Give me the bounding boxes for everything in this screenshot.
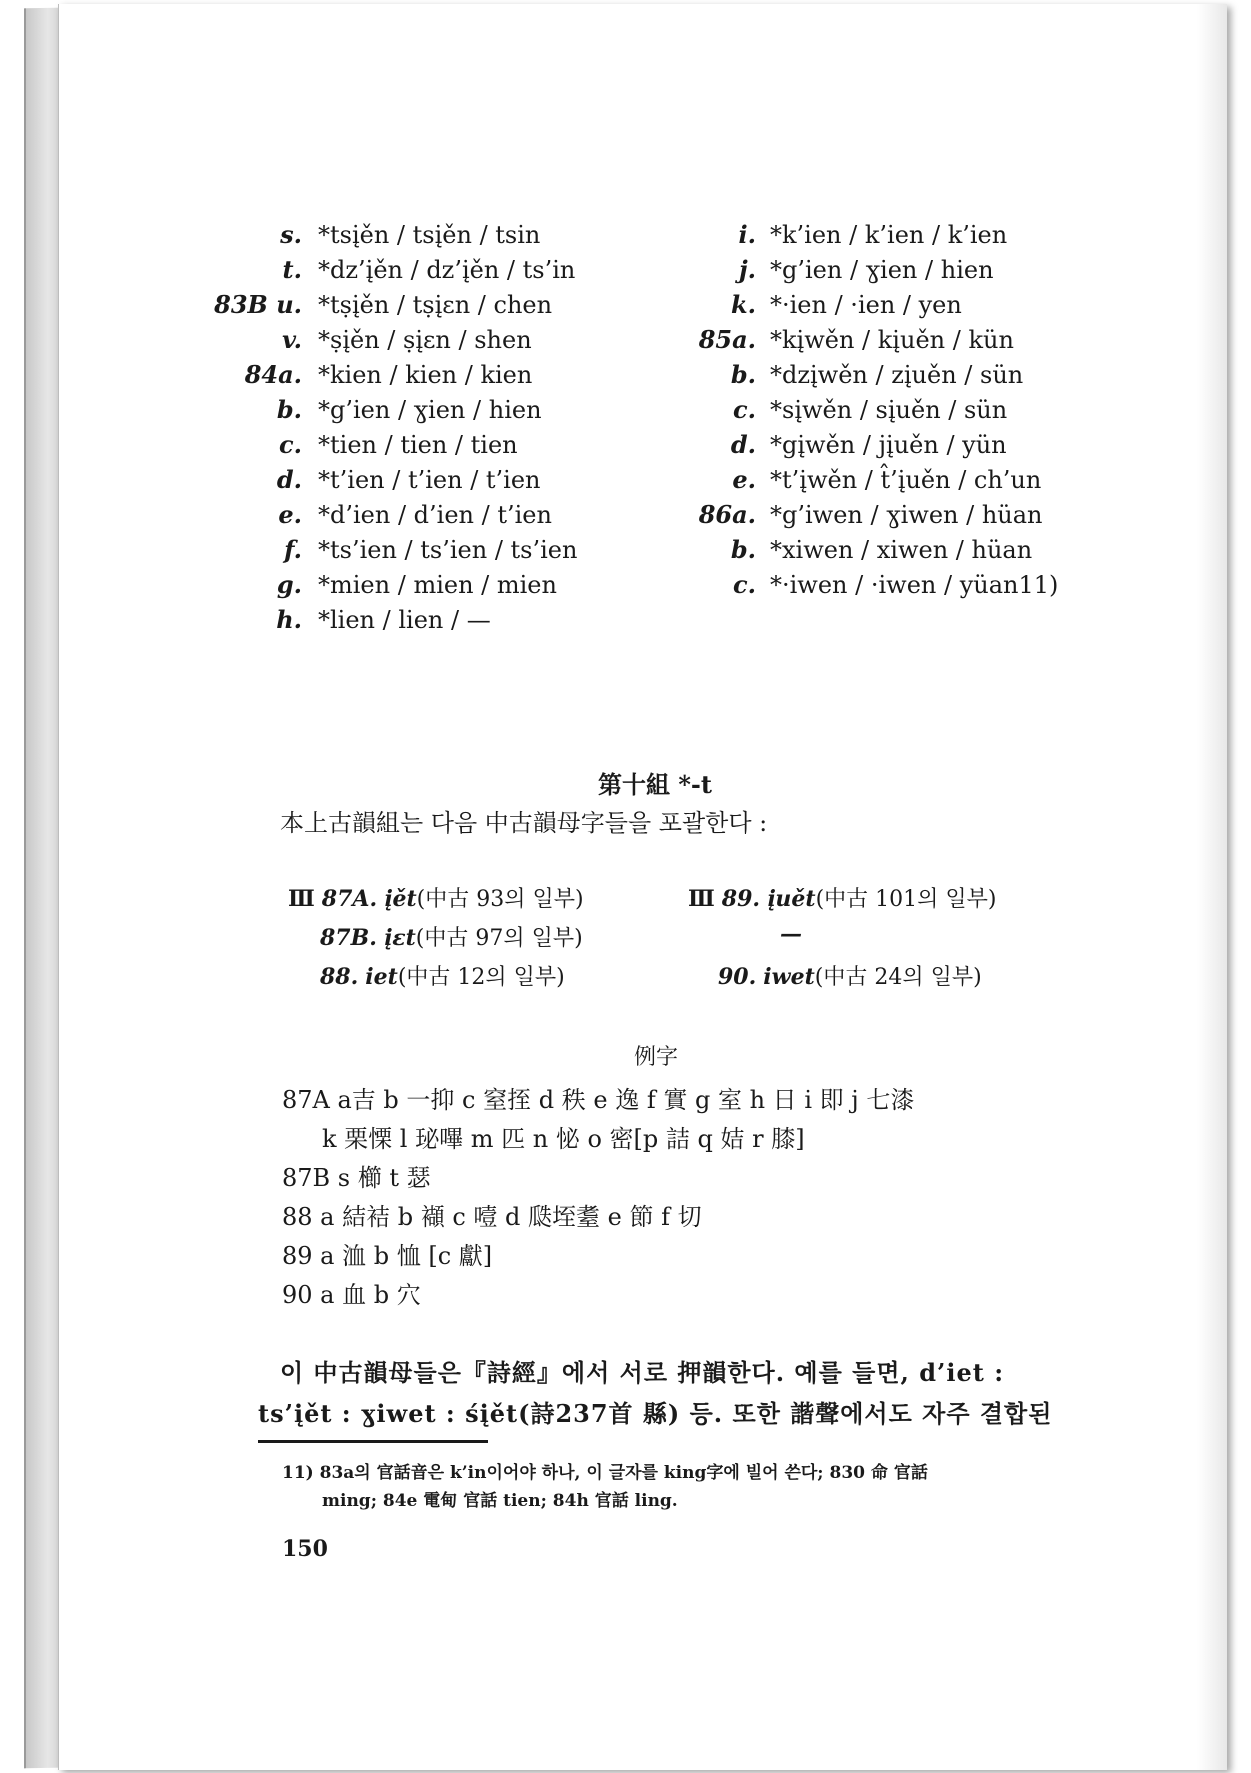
entry-form: *k’ien / k’ien / k’ien bbox=[770, 221, 1008, 249]
entry-label: c. bbox=[733, 395, 756, 424]
entry-form: *sįwěn / sįuěn / sün bbox=[770, 396, 1008, 424]
footnote-rule bbox=[258, 1440, 488, 1443]
entry-form: *ṣįěn / ṣįɛn / shen bbox=[318, 326, 532, 354]
entry-form: *g’ien / ɣien / hien bbox=[318, 396, 542, 424]
category-item: 90. iwet(中古 24의 일부) bbox=[718, 964, 982, 990]
example-line: 87A a吉 b 一抑 c 窒挃 d 秩 e 逸 f 實 g 室 h 日 i 即 j 七漆 bbox=[282, 1086, 915, 1114]
entry-form: *ts’ien / ts’ien / ts’ien bbox=[318, 536, 578, 564]
entry-form: *dzįwěn / zįuěn / sün bbox=[770, 361, 1024, 389]
entry-label: 83B u. bbox=[214, 290, 302, 319]
section-heading: 第十組 *-t bbox=[598, 770, 712, 799]
entry-label: c. bbox=[279, 430, 302, 459]
entry-label: c. bbox=[733, 570, 756, 599]
entry-label: f. bbox=[284, 535, 302, 564]
entry-form: *gįwěn / jįuěn / yün bbox=[770, 431, 1007, 459]
entry-form: *lien / lien / — bbox=[318, 606, 491, 634]
entry-form: *·iwen / ·iwen / yüan11) bbox=[770, 571, 1059, 599]
entry-label: 85a. bbox=[698, 325, 756, 354]
entry-label: e. bbox=[732, 465, 756, 494]
category-item: — bbox=[780, 921, 802, 947]
entry-form: *t’ien / t’ien / t’ien bbox=[318, 466, 541, 494]
category-item: Ⅲ 89. įuět(中古 101의 일부) bbox=[688, 886, 997, 912]
entry-label: d. bbox=[276, 465, 302, 494]
category-item: 87B. įɛt(中古 97의 일부) bbox=[320, 925, 583, 951]
examples-title: 例字 bbox=[634, 1045, 679, 1070]
entry-form: *tien / tien / tien bbox=[318, 431, 518, 459]
entry-label: j. bbox=[738, 255, 756, 284]
entry-label: d. bbox=[730, 430, 756, 459]
example-line: 89 a 洫 b 恤 [c 獻] bbox=[282, 1242, 493, 1270]
category-item: Ⅲ 87A. įět(中古 93의 일부) bbox=[288, 886, 584, 912]
category-item: 88. iet(中古 12의 일부) bbox=[320, 964, 565, 990]
entry-label: h. bbox=[276, 605, 302, 634]
page-number: 150 bbox=[282, 1536, 328, 1562]
entry-label: k. bbox=[731, 290, 756, 319]
example-line: k 栗慄 l 珌嗶 m 匹 n 怭 o 密[p 詰 q 姞 r 膝] bbox=[322, 1125, 805, 1153]
entry-label: v. bbox=[282, 325, 302, 354]
footnote-line: 11) 83a의 官話音은 k’in이어야 하나, 이 글자를 king字에 빌어 쓴다; 830 命 官話 bbox=[282, 1463, 928, 1483]
entry-label: 84a. bbox=[244, 360, 302, 389]
entry-form: *xiwen / xiwen / hüan bbox=[770, 536, 1033, 564]
paragraph-line: ts’įět : ɣiwet : śįět(詩237首 縣) 등. 또한 諧聲에서도 자주 결합된 bbox=[258, 1399, 1053, 1428]
example-line: 90 a 血 b 穴 bbox=[282, 1281, 421, 1309]
entry-label: b. bbox=[730, 360, 756, 389]
entry-label: t. bbox=[282, 255, 302, 284]
entry-label: i. bbox=[738, 220, 756, 249]
entry-form: *t’įwěn / t̂’įuěn / ch’un bbox=[770, 466, 1042, 494]
example-line: 87B s 櫛 t 瑟 bbox=[282, 1164, 431, 1192]
footnote-line: ming; 84e 電甸 官話 tien; 84h 官話 ling. bbox=[322, 1491, 678, 1511]
entry-label: b. bbox=[276, 395, 302, 424]
example-line: 88 a 結袺 b 襭 c 噎 d 瓞垤耋 e 節 f 切 bbox=[282, 1203, 702, 1231]
entry-label: e. bbox=[278, 500, 302, 529]
entry-form: *tṣįěn / tṣįɛn / chen bbox=[318, 291, 553, 319]
entry-label: g. bbox=[276, 570, 302, 599]
entry-form: *g’ien / ɣien / hien bbox=[770, 256, 994, 284]
entry-form: *d’ien / d’ien / t’ien bbox=[318, 501, 552, 529]
paragraph-line: 이 中古韻母들은『詩經』에서 서로 押韻한다. 예를 들면, d’iet : bbox=[280, 1358, 1005, 1387]
book-spine bbox=[24, 8, 62, 1769]
entry-form: *mien / mien / mien bbox=[318, 571, 557, 599]
entry-label: s. bbox=[280, 220, 302, 249]
intro-text: 本上古韻組는 다음 中古韻母字들을 포괄한다 : bbox=[280, 809, 768, 837]
entry-form: *dz’įěn / dz’įěn / ts’in bbox=[318, 256, 576, 284]
entry-form: *kįwěn / kįuěn / kün bbox=[770, 326, 1014, 354]
entry-form: *kien / kien / kien bbox=[318, 361, 533, 389]
entry-label: b. bbox=[730, 535, 756, 564]
entry-form: *tsįěn / tsįěn / tsin bbox=[318, 221, 541, 249]
entry-form: *·ien / ·ien / yen bbox=[770, 291, 962, 319]
entry-form: *g’iwen / ɣiwen / hüan bbox=[770, 501, 1043, 529]
entry-label: 86a. bbox=[698, 500, 756, 529]
